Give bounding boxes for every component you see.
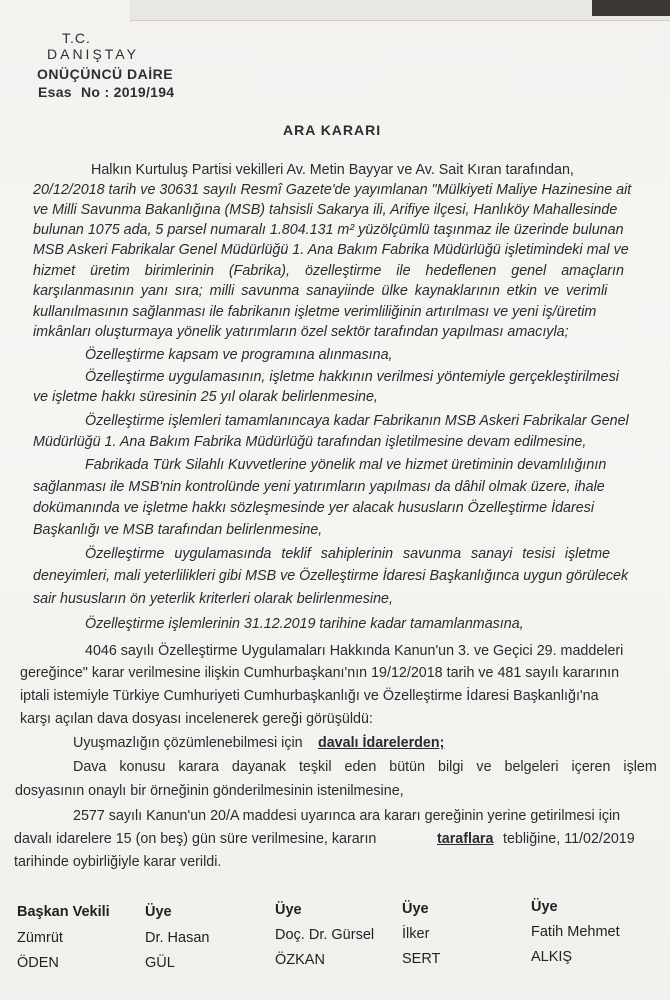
page-title: ARA KARARI (283, 122, 382, 138)
body-line: Özelleştirme kapsam ve programına alınmasına, (85, 347, 393, 363)
body-line: deneyimleri, mali yeterlilikleri gibi MSB ve Özelleştirme İdaresi Başkanlığınca uygun görülecek (33, 568, 629, 584)
body-line: MSB Askeri Fabrikalar Genel Müdürlüğü 1. Ana Bakım Fabrika Müdürlüğü işletimindeki mal ve (33, 242, 629, 258)
header-esas-no: No : 2019/194 (81, 84, 175, 100)
background-corner (592, 0, 670, 16)
signature-name: Doç. Dr. Gürsel (275, 927, 375, 943)
body-line: gereğince" karar verilmesine ilişkin Cumhurbaşkanı'nın 19/12/2018 tarih ve 481 sayılı kararının (20, 665, 620, 681)
header-esas-label: Esas (38, 84, 72, 100)
body-line: tebliğine, 11/02/2019 (503, 831, 635, 847)
signature-name: Zümrüt (17, 930, 63, 946)
body-line: Özelleştirme işlemlerinin 31.12.2019 tarihine kadar tamamlanmasına, (85, 616, 524, 632)
signature-name: İlker (402, 926, 430, 942)
body-line: bulunan 1075 ada, 5 parsel numaralı 1.804.131 m² yüzölçümlü taşınmaz ile üzerinde bulunan (33, 222, 624, 238)
body-line: 2577 sayılı Kanun'un 20/A maddesi uyarınca ara kararı gereğinin yerine getirilmesi için (73, 808, 621, 824)
body-line-emphasis: taraflara (437, 831, 494, 847)
signature-role: Üye (275, 902, 302, 918)
signature-surname: GÜL (145, 955, 175, 971)
signature-role: Başkan Vekili (17, 904, 110, 920)
body-line: Halkın Kurtuluş Partisi vekilleri Av. Metin Bayyar ve Av. Sait Kıran tarafından, (91, 162, 574, 178)
body-line: iptali istemiyle Türkiye Cumhuriyeti Cumhurbaşkanlığı ve Özelleştirme İdaresi Başkanlığı'na (20, 688, 599, 704)
body-line: kullanılmasının sağlanması ile fabrikanın işletme verimliliğinin artırılması ve yeni iş/üretim (33, 304, 597, 320)
body-line: karşı açılan dava dosyası incelenerek gereği görüşüldü: (20, 711, 373, 727)
signature-surname: ALKIŞ (531, 949, 573, 965)
body-line: hizmet üretim birimlerinin (Fabrika), özelleştirme ile hedeflenen genel amaçların (33, 263, 624, 279)
body-line: tarihinde oybirliğiyle karar verildi. (14, 854, 222, 870)
body-line: Özelleştirme işlemleri tamamlanıncaya kadar Fabrikanın MSB Askeri Fabrikalar Genel (85, 413, 629, 429)
body-line: ve Milli Savunma Bakanlığına (MSB) tahsisli Sakarya ili, Arifiye ilçesi, Hanlıköy Mahallesinde (33, 202, 618, 218)
body-line: dokümanında ve işletme hakkı sözleşmesinde yer alacak hususların Özelleştirme İdaresi (33, 500, 595, 516)
body-line: 4046 sayılı Özelleştirme Uygulamaları Hakkında Kanun'un 3. ve Geçici 29. maddeleri (85, 643, 624, 659)
header-daire: ONÜÇÜNCÜ DAİRE (37, 66, 174, 82)
header-danistay: DANIŞTAY (47, 46, 139, 62)
underlying-page-edge (130, 0, 670, 21)
body-line: Uyuşmazlığın çözümlenebilmesi için (73, 735, 303, 751)
signature-role: Üye (402, 901, 429, 917)
body-line: Özelleştirme uygulamasının, işletme hakkının verilmesi yöntemiyle gerçekleştirilmesi (85, 369, 619, 385)
signature-surname: ÖDEN (17, 955, 59, 971)
body-line: 20/12/2018 tarih ve 30631 sayılı Resmî Gazete'de yayımlanan "Mülkiyeti Maliye Hazinesine ait (33, 182, 632, 198)
signature-surname: ÖZKAN (275, 952, 325, 968)
body-line: karşılanmasının yanı sıra; milli savunma sanayiinde ülke kaynaklarının etkin ve verimli (33, 283, 608, 299)
header-tc: T.C. (62, 30, 91, 46)
signature-role: Üye (531, 899, 558, 915)
body-line: imkânları oluşturmaya yönelik yatırımların özel sektör tarafından yapılması amacıyla; (33, 324, 569, 340)
body-line: Dava konusu karara dayanak teşkil eden bütün bilgi ve belgeleri içeren işlem (73, 759, 657, 775)
signature-name: Fatih Mehmet (531, 924, 620, 940)
signature-surname: SERT (402, 951, 441, 967)
body-line: sair hususların ön yeterlik kriterleri olarak belirlenmesine, (33, 591, 393, 607)
body-line: Fabrikada Türk Silahlı Kuvvetlerine yönelik mal ve hizmet üretiminin devamlılığının (85, 457, 607, 473)
body-line: sağlanması ile MSB'nin kontrolünde yeni yatırımların yapılması da dâhil olmak üzere, ihale (33, 479, 605, 495)
body-line: Müdürlüğü 1. Ana Bakım Fabrika Müdürlüğü tarafından işletilmesine devam edilmesine, (33, 434, 587, 450)
body-line: ve işletme hakkı süresinin 25 yıl olarak belirlenmesine, (33, 389, 378, 405)
body-line-emphasis: davalı İdarelerden; (318, 735, 445, 751)
body-line: davalı idarelere 15 (on beş) gün süre verilmesine, kararın (14, 831, 377, 847)
body-line: dosyasının onaylı bir örneğinin gönderilmesinin istenilmesine, (15, 783, 404, 799)
body-line: Başkanlığı ve MSB tarafından belirlenmesine, (33, 522, 323, 538)
body-line: Özelleştirme uygulamasında teklif sahiplerinin savunma sanayi tesisi işletme (85, 546, 611, 562)
signature-name: Dr. Hasan (145, 930, 210, 946)
signature-role: Üye (145, 904, 172, 920)
